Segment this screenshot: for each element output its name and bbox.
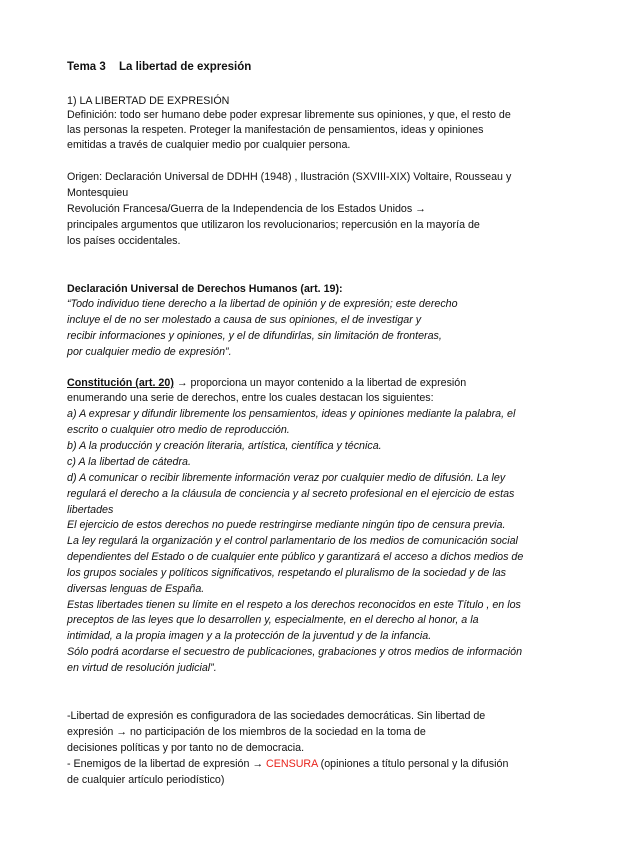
constitution-article-link: Constitución (art. 20) [67, 377, 174, 389]
topic-number: Tema 3 [67, 61, 106, 73]
constitution-line: diversas lenguas de España. [67, 583, 205, 595]
constitution-line: d) A comunicar o recibir libremente información veraz por cualquier medio de difusión. La ley [67, 472, 506, 484]
constitution-heading-rest: → proporciona un mayor contenido a la libertad de expresión [173, 377, 467, 389]
quote-line: incluye el de no ser molestado a causa de sus opiniones, el de investigar y [67, 314, 422, 326]
origin-line: los países occidentales. [67, 235, 181, 247]
enemies-suffix: (opiniones a título personal y la difusión [317, 758, 509, 770]
constitution-intro: enumerando una serie de derechos, entre los cuales destacan los siguientes: [67, 392, 434, 404]
constitution-line: en virtud de resolución judicial”. [67, 662, 217, 674]
constitution-line: libertades [67, 504, 114, 516]
enemies-line [67, 757, 508, 771]
constitution-line: intimidad, a la propia imagen y a la protección de la juventud y de la infancia. [67, 630, 432, 642]
document-title [67, 60, 251, 74]
constitution-line: b) A la producción y creación literaria, artística, científica y técnica. [67, 440, 382, 452]
origin-line: Montesquieu [67, 187, 129, 199]
censura-highlight: CENSURA [266, 758, 318, 770]
conclusion-line: -Libertad de expresión es configuradora de las sociedades democráticas. Sin libertad de [67, 710, 486, 722]
constitution-line: c) A la libertad de cátedra. [67, 456, 191, 468]
definition-line: las personas la respeten. Proteger la manifestación de pensamientos, ideas y opiniones [67, 124, 484, 136]
quote-line: recibir informaciones y opiniones, y el de difundirlas, sin limitación de fronteras, [67, 330, 442, 342]
definition-line: emitidas a través de cualquier medio por cualquier persona. [67, 139, 351, 151]
constitution-line: regulará el derecho a la cláusula de conciencia y al secreto profesional en el ejercicio de estas [67, 488, 515, 500]
constitution-line: a) A expresar y difundir libremente los pensamientos, ideas y opiniones mediante la palabra, el [67, 408, 516, 420]
constitution-line: Sólo podrá acordarse el secuestro de publicaciones, grabaciones y otros medios de información [67, 646, 523, 658]
conclusion-line: expresión → no participación de los miembros de la sociedad en la toma de [67, 726, 426, 738]
constitution-line: los grupos sociales y políticos significativos, respetando el pluralismo de la sociedad y de las [67, 567, 507, 579]
origin-line: principales argumentos que utilizaron los revolucionarios; repercusión en la mayoría de [67, 219, 480, 231]
constitution-line: La ley regulará la organización y el control parlamentario de los medios de comunicación social [67, 535, 518, 547]
origin-line: Origen: Declaración Universal de DDHH (1948) , Ilustración (SXVIII-XIX) Voltaire, Rousseau y [67, 171, 512, 183]
origin-line: Revolución Francesa/Guerra de la Independencia de los Estados Unidos → [67, 203, 426, 215]
constitution-line: Estas libertades tienen su límite en el respeto a los derechos reconocidos en este Título , en los [67, 599, 521, 611]
quote-line: por cualquier medio de expresión”. [67, 346, 232, 358]
section-heading: 1) LA LIBERTAD DE EXPRESIÓN [67, 95, 230, 107]
declaration-heading: Declaración Universal de Derechos Humanos (art. 19): [67, 283, 343, 295]
constitution-line: El ejercicio de estos derechos no puede restringirse mediante ningún tipo de censura previa. [67, 519, 506, 531]
constitution-line: escrito o cualquier otro medio de reproducción. [67, 424, 290, 436]
definition-line: Definición: todo ser humano debe poder expresar libremente sus opiniones, y que, el resto de [67, 109, 511, 121]
conclusion-line: decisiones políticas y por tanto no de democracia. [67, 742, 305, 754]
enemies-line-2: de cualquier artículo periodístico) [67, 774, 225, 786]
constitution-line: dependientes del Estado o de cualquier ente público y garantizará el acceso a dichos medios de [67, 551, 524, 563]
topic-title: La libertad de expresión [119, 61, 252, 73]
quote-line: “Todo individuo tiene derecho a la libertad de opinión y de expresión; este derecho [67, 298, 458, 310]
constitution-heading [67, 376, 466, 390]
constitution-line: preceptos de las leyes que lo desarrollen y, especialmente, en el derecho al honor, a la [67, 614, 479, 626]
enemies-prefix: - Enemigos de la libertad de expresión → [67, 758, 267, 770]
